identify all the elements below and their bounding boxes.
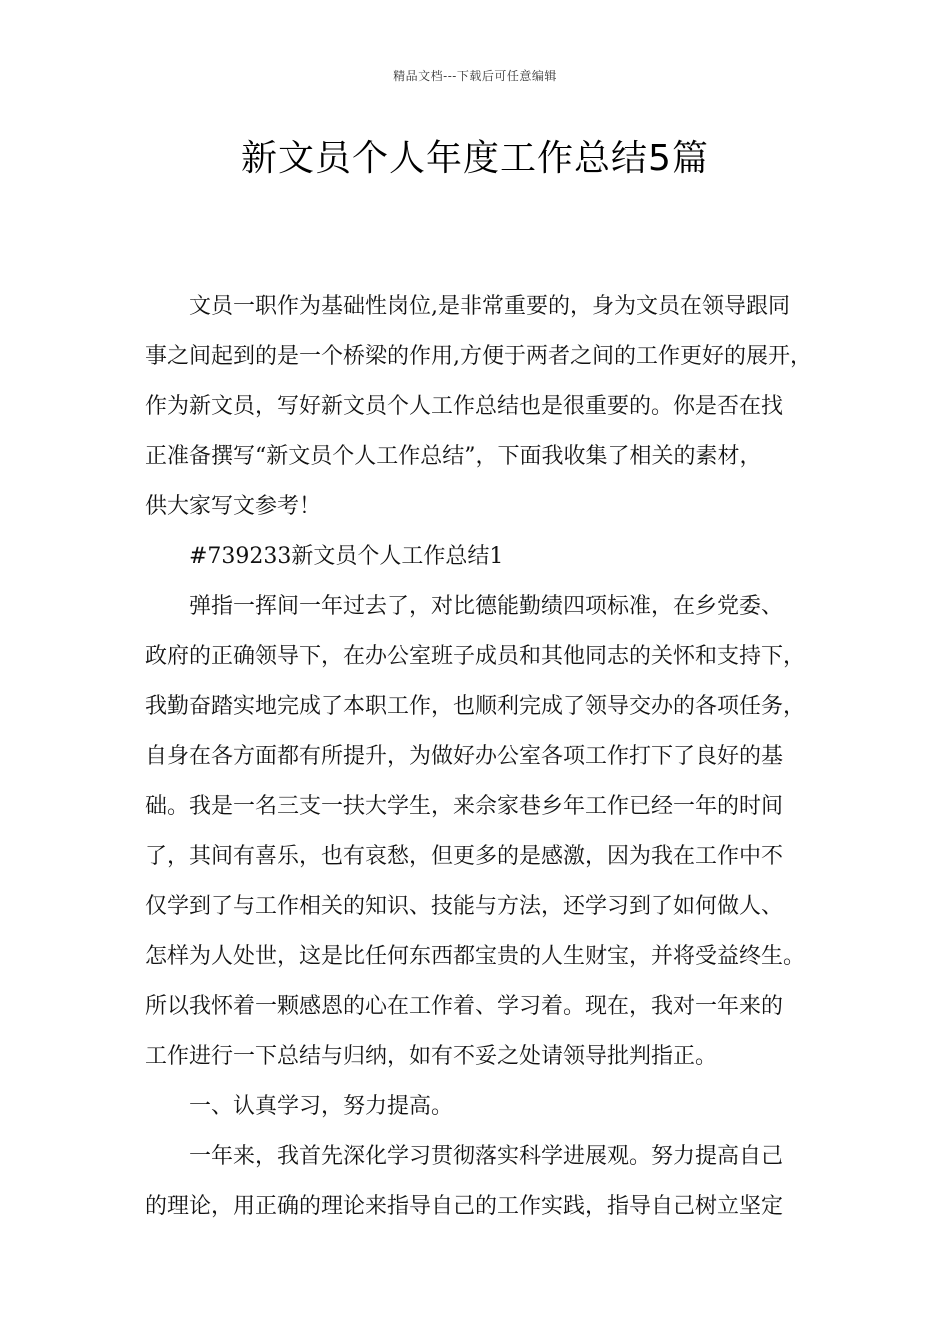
- text-line: 作为新文员，写好新文员个人工作总结也是很重要的。你是否在找: [145, 394, 784, 419]
- text-line: 础。我是一名三支一扶大学生，来佘家巷乡年工作已经一年的时间: [145, 794, 784, 819]
- text-line: 所以我怀着一颗感恩的心在工作着、学习着。现在，我对一年来的: [145, 994, 784, 1019]
- text-line: 弹指一挥间一年过去了，对比德能勤绩四项标准，在乡党委、: [189, 594, 784, 619]
- text-line: 文员一职作为基础性岗位,是非常重要的，身为文员在领导跟同: [189, 294, 790, 319]
- text-line: 政府的正确领导下，在办公室班子成员和其他同志的关怀和支持下，: [145, 644, 806, 669]
- text-line: 供大家写文参考！: [145, 494, 322, 519]
- text-line: 事之间起到的是一个桥梁的作用,方便于两者之间的工作更好的展开，: [145, 344, 812, 369]
- text-line: 工作进行一下总结与归纳，如有不妥之处请领导批判指正。: [145, 1044, 718, 1069]
- text-line: 了，其间有喜乐，也有哀愁，但更多的是感激，因为我在工作中不: [145, 844, 784, 869]
- text-line: 我勤奋踏实地完成了本职工作，也顺利完成了领导交办的各项任务，: [145, 694, 806, 719]
- text-line: 自身在各方面都有所提升，为做好办公室各项工作打下了良好的基: [145, 744, 784, 769]
- text-line: 怎样为人处世，这是比任何东西都宝贵的人生财宝，并将受益终生。: [145, 944, 806, 969]
- section-heading: #739233新文员个人工作总结1: [189, 544, 504, 569]
- header-note: 精品文档---下载后可任意编辑: [393, 69, 557, 83]
- text-line: 仅学到了与工作相关的知识、技能与方法，还学习到了如何做人、: [145, 894, 784, 919]
- body-text: [145, 282, 810, 1232]
- section-heading: 一、认真学习，努力提高。: [189, 1094, 454, 1119]
- text-line: 一年来，我首先深化学习贯彻落实科学进展观。努力提高自己: [189, 1144, 784, 1169]
- text-line: 的理论，用正确的理论来指导自己的工作实践，指导自己树立坚定: [145, 1194, 784, 1219]
- text-line: 正准备撰写“新文员个人工作总结”，下面我收集了相关的素材，: [145, 444, 762, 469]
- document-title: 新文员个人年度工作总结5篇: [241, 138, 709, 179]
